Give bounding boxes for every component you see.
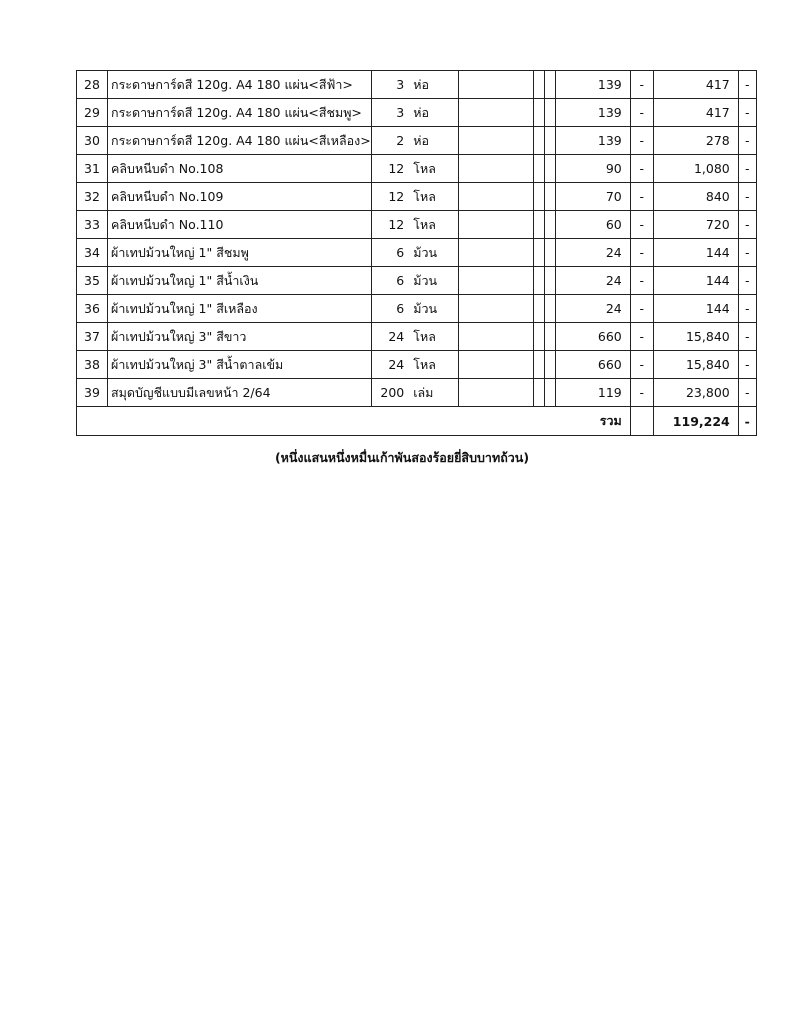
item-unit: ห่อ: [409, 99, 458, 127]
item-quantity: 200: [371, 379, 409, 407]
item-price-satang: -: [630, 71, 653, 99]
total-satang: -: [738, 407, 756, 436]
item-quantity: 2: [371, 127, 409, 155]
item-unit-price: 139: [555, 99, 630, 127]
table-row: [77, 127, 757, 155]
table-row: [77, 295, 757, 323]
item-amount: 417: [653, 99, 738, 127]
item-price-satang: -: [630, 211, 653, 239]
item-amount-satang: -: [738, 295, 756, 323]
blank-cell: [544, 323, 555, 351]
item-amount: 1,080: [653, 155, 738, 183]
blank-cell: [458, 351, 533, 379]
row-number: 37: [77, 323, 108, 351]
item-price-satang: -: [630, 295, 653, 323]
blank-cell: [544, 99, 555, 127]
item-unit: ม้วน: [409, 295, 458, 323]
table-row: [77, 379, 757, 407]
item-amount: 417: [653, 71, 738, 99]
item-description: กระดาษการ์ดสี 120g. A4 180 แผ่น<สีเหลือง>: [108, 127, 372, 155]
blank-cell: [533, 239, 544, 267]
blank-cell: [544, 239, 555, 267]
item-price-satang: -: [630, 239, 653, 267]
row-number: 30: [77, 127, 108, 155]
blank-cell: [458, 183, 533, 211]
item-description: คลิบหนีบดำ No.110: [108, 211, 372, 239]
item-price-satang: -: [630, 267, 653, 295]
item-quantity: 24: [371, 351, 409, 379]
table-row: [77, 211, 757, 239]
item-price-satang: -: [630, 379, 653, 407]
item-amount-satang: -: [738, 323, 756, 351]
item-amount: 278: [653, 127, 738, 155]
total-blank: [630, 407, 653, 436]
item-amount: 144: [653, 295, 738, 323]
blank-cell: [544, 211, 555, 239]
item-amount-satang: -: [738, 71, 756, 99]
blank-cell: [544, 127, 555, 155]
row-number: 36: [77, 295, 108, 323]
blank-cell: [533, 295, 544, 323]
item-quantity: 6: [371, 267, 409, 295]
item-unit: เล่ม: [409, 379, 458, 407]
item-price-satang: -: [630, 155, 653, 183]
row-number: 34: [77, 239, 108, 267]
items-table: [76, 70, 757, 436]
item-unit-price: 60: [555, 211, 630, 239]
item-amount-satang: -: [738, 211, 756, 239]
blank-cell: [544, 71, 555, 99]
item-amount-satang: -: [738, 155, 756, 183]
item-amount: 15,840: [653, 351, 738, 379]
blank-cell: [533, 127, 544, 155]
blank-cell: [544, 267, 555, 295]
item-unit-price: 139: [555, 71, 630, 99]
item-unit: ม้วน: [409, 267, 458, 295]
blank-cell: [458, 295, 533, 323]
item-description: กระดาษการ์ดสี 120g. A4 180 แผ่น<สีฟ้า>: [108, 71, 372, 99]
item-amount-satang: -: [738, 239, 756, 267]
item-unit: โหล: [409, 155, 458, 183]
item-quantity: 6: [371, 295, 409, 323]
item-price-satang: -: [630, 183, 653, 211]
blank-cell: [533, 211, 544, 239]
item-amount-satang: -: [738, 183, 756, 211]
item-description: คลิบหนีบดำ No.109: [108, 183, 372, 211]
blank-cell: [544, 351, 555, 379]
item-unit-price: 139: [555, 127, 630, 155]
item-amount: 840: [653, 183, 738, 211]
row-number: 28: [77, 71, 108, 99]
item-description: ผ้าเทปม้วนใหญ่ 1" สีชมพู: [108, 239, 372, 267]
item-amount-satang: -: [738, 267, 756, 295]
blank-cell: [533, 183, 544, 211]
item-unit-price: 119: [555, 379, 630, 407]
table-row: [77, 183, 757, 211]
item-unit: ห่อ: [409, 127, 458, 155]
row-number: 35: [77, 267, 108, 295]
row-number: 38: [77, 351, 108, 379]
blank-cell: [544, 155, 555, 183]
table-row: [77, 323, 757, 351]
blank-cell: [458, 323, 533, 351]
row-number: 39: [77, 379, 108, 407]
table-row: [77, 99, 757, 127]
item-unit-price: 660: [555, 351, 630, 379]
blank-cell: [458, 267, 533, 295]
item-unit-price: 24: [555, 295, 630, 323]
table-row: [77, 239, 757, 267]
row-number: 32: [77, 183, 108, 211]
item-amount-satang: -: [738, 99, 756, 127]
item-unit-price: 660: [555, 323, 630, 351]
item-unit: ห่อ: [409, 71, 458, 99]
amount-in-words: (หนึ่งแสนหนึ่งหมื่นเก้าพันสองร้อยยี่สิบบาทถ้วน): [274, 450, 530, 465]
item-amount: 720: [653, 211, 738, 239]
item-price-satang: -: [630, 351, 653, 379]
item-quantity: 12: [371, 155, 409, 183]
blank-cell: [458, 379, 533, 407]
row-number: 29: [77, 99, 108, 127]
blank-cell: [458, 71, 533, 99]
blank-cell: [458, 211, 533, 239]
item-unit-price: 70: [555, 183, 630, 211]
blank-cell: [458, 127, 533, 155]
item-price-satang: -: [630, 127, 653, 155]
item-description: ผ้าเทปม้วนใหญ่ 1" สีเหลือง: [108, 295, 372, 323]
item-unit-price: 90: [555, 155, 630, 183]
item-quantity: 12: [371, 183, 409, 211]
item-amount: 144: [653, 267, 738, 295]
item-description: ผ้าเทปม้วนใหญ่ 3" สีน้ำตาลเข้ม: [108, 351, 372, 379]
item-unit: โหล: [409, 211, 458, 239]
table-row: [77, 351, 757, 379]
row-number: 33: [77, 211, 108, 239]
blank-cell: [533, 351, 544, 379]
table-row: [77, 155, 757, 183]
item-quantity: 6: [371, 239, 409, 267]
item-amount-satang: -: [738, 127, 756, 155]
item-unit-price: 24: [555, 239, 630, 267]
blank-cell: [533, 323, 544, 351]
item-description: กระดาษการ์ดสี 120g. A4 180 แผ่น<สีชมพู>: [108, 99, 372, 127]
blank-cell: [458, 155, 533, 183]
item-quantity: 12: [371, 211, 409, 239]
item-price-satang: -: [630, 323, 653, 351]
item-unit: โหล: [409, 351, 458, 379]
item-amount: 15,840: [653, 323, 738, 351]
item-description: คลิบหนีบดำ No.108: [108, 155, 372, 183]
item-amount-satang: -: [738, 379, 756, 407]
item-unit: ม้วน: [409, 239, 458, 267]
item-unit-price: 24: [555, 267, 630, 295]
item-quantity: 3: [371, 99, 409, 127]
item-quantity: 24: [371, 323, 409, 351]
blank-cell: [458, 99, 533, 127]
item-unit: โหล: [409, 323, 458, 351]
total-row: [77, 407, 757, 436]
table-row: [77, 267, 757, 295]
item-description: สมุดบัญชีแบบมีเลขหน้า 2/64: [108, 379, 372, 407]
total-label: รวม: [77, 407, 631, 436]
item-description: ผ้าเทปม้วนใหญ่ 1" สีน้ำเงิน: [108, 267, 372, 295]
blank-cell: [533, 155, 544, 183]
blank-cell: [544, 295, 555, 323]
blank-cell: [533, 99, 544, 127]
blank-cell: [458, 239, 533, 267]
item-amount-satang: -: [738, 351, 756, 379]
item-amount: 23,800: [653, 379, 738, 407]
blank-cell: [533, 267, 544, 295]
blank-cell: [544, 183, 555, 211]
blank-cell: [533, 379, 544, 407]
row-number: 31: [77, 155, 108, 183]
table-row: [77, 71, 757, 99]
item-description: ผ้าเทปม้วนใหญ่ 3" สีขาว: [108, 323, 372, 351]
blank-cell: [544, 379, 555, 407]
item-quantity: 3: [371, 71, 409, 99]
table-body: [77, 71, 757, 407]
blank-cell: [533, 71, 544, 99]
item-unit: โหล: [409, 183, 458, 211]
total-amount: 119,224: [653, 407, 738, 436]
item-amount: 144: [653, 239, 738, 267]
item-price-satang: -: [630, 99, 653, 127]
